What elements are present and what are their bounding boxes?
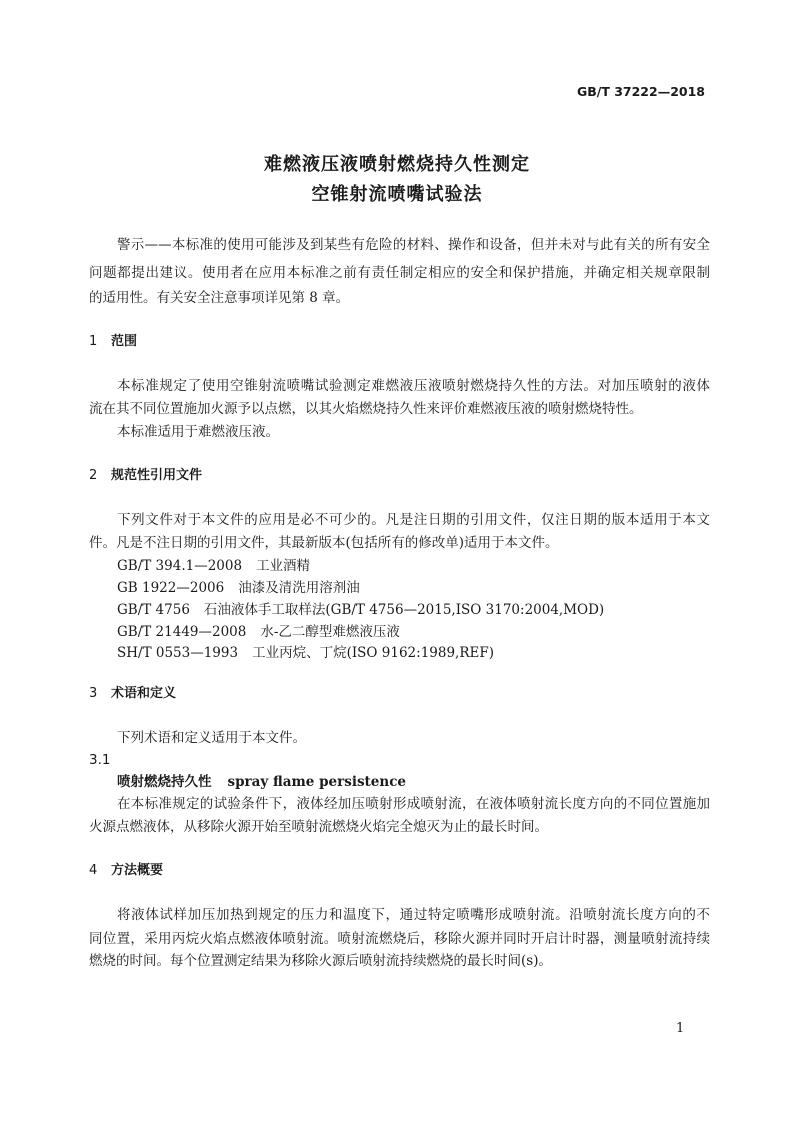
paragraph-line: 本标准规定了使用空锥射流喷嘴试验测定难燃液压液喷射燃烧持久性的方法。对加压喷射的液体 bbox=[117, 378, 710, 394]
paragraph-line: 燃烧的时间。每个位置测定结果为移除火源后喷射流持续燃烧的最长时间(s)。 bbox=[89, 953, 552, 969]
paragraph-line: 本标准适用于难燃液压液。 bbox=[117, 424, 279, 440]
document-title-line1: 难燃液压液喷射燃烧持久性测定 bbox=[264, 154, 530, 175]
section-number: 4 bbox=[89, 863, 98, 878]
reference-title: 水-乙二醇型难燃液压液 bbox=[260, 624, 400, 640]
reference-item bbox=[117, 622, 710, 642]
section-title: 范围 bbox=[111, 334, 138, 349]
reference-item bbox=[117, 578, 710, 598]
section-title: 规范性引用文件 bbox=[111, 468, 203, 483]
reference-title: 工业丙烷、丁烷(ISO 9162:1989,REF) bbox=[252, 645, 494, 661]
section-number: 2 bbox=[89, 468, 98, 483]
section-3-heading bbox=[89, 684, 710, 704]
section-number: 1 bbox=[89, 334, 98, 349]
reference-code: SH/T 0553—1993 bbox=[117, 645, 239, 661]
definition-line: 在本标准规定的试验条件下，液体经加压喷射形成喷射流，在液体喷射流长度方向的不同位置施加 bbox=[117, 796, 710, 812]
definition-line: 火源点燃液体，从移除火源开始至喷射流燃烧火焰完全熄灭为止的最长时间。 bbox=[89, 819, 548, 835]
page-number: 1 bbox=[676, 1021, 685, 1036]
reference-item bbox=[117, 600, 710, 620]
warning-text: 警示——本标准的使用可能涉及到某些有危险的材料、操作和设备，但并未对与此有关的所有安全 bbox=[117, 237, 710, 253]
section-number: 3 bbox=[89, 686, 98, 701]
standard-number: GB/T 37222—2018 bbox=[576, 84, 705, 99]
term-chinese: 喷射燃烧持久性 bbox=[117, 774, 212, 790]
document-title-line2: 空锥射流喷嘴试验法 bbox=[311, 184, 483, 205]
section-4-heading bbox=[89, 861, 710, 881]
paragraph-line: 流在其不同位置施加火源予以点燃，以其火焰燃烧持久性来评价难燃液压液的喷射燃烧特性。 bbox=[89, 401, 643, 417]
paragraph-line: 下列文件对于本文件的应用是必不可少的。凡是注日期的引用文件，仅注日期的版本适用于本文 bbox=[117, 512, 710, 528]
paragraph-line: 同位置，采用丙烷火焰点燃液体喷射流。喷射流燃烧后，移除火源并同时开启计时器，测量喷射流持续 bbox=[89, 931, 710, 947]
section-title: 术语和定义 bbox=[111, 686, 177, 701]
section-2-heading bbox=[89, 466, 710, 486]
reference-title: 工业酒精 bbox=[256, 558, 311, 574]
paragraph-line: 下列术语和定义适用于本文件。 bbox=[117, 730, 306, 746]
warning-text: 问题都提出建议。使用者在应用本标准之前有责任制定相应的安全和保护措施，并确定相关规章限制 bbox=[89, 265, 710, 281]
section-1-heading bbox=[89, 332, 710, 352]
reference-code: GB/T 394.1—2008 bbox=[117, 558, 243, 574]
term-heading bbox=[117, 772, 710, 792]
reference-code: GB 1922—2006 bbox=[117, 580, 225, 596]
reference-code: GB/T 4756 bbox=[117, 602, 190, 618]
reference-item bbox=[117, 643, 710, 663]
reference-title: 石油液体手工取样法(GB/T 4756—2015,ISO 3170:2004,MOD) bbox=[203, 602, 605, 618]
reference-item bbox=[117, 556, 710, 576]
reference-code: GB/T 21449—2008 bbox=[117, 624, 247, 640]
warning-text: 的适用性。有关安全注意事项详见第 8 章。 bbox=[89, 290, 350, 306]
term-english: spray flame persistence bbox=[227, 774, 406, 790]
paragraph-line: 将液体试样加压加热到规定的压力和温度下，通过特定喷嘴形成喷射流。沿喷射流长度方向的不 bbox=[117, 907, 710, 923]
term-number: 3.1 bbox=[89, 752, 111, 768]
section-title: 方法概要 bbox=[111, 863, 164, 878]
paragraph-line: 件。凡是不注日期的引用文件，其最新版本(包括所有的修改单)适用于本文件。 bbox=[89, 535, 559, 551]
reference-title: 油漆及清洗用溶剂油 bbox=[238, 580, 360, 596]
